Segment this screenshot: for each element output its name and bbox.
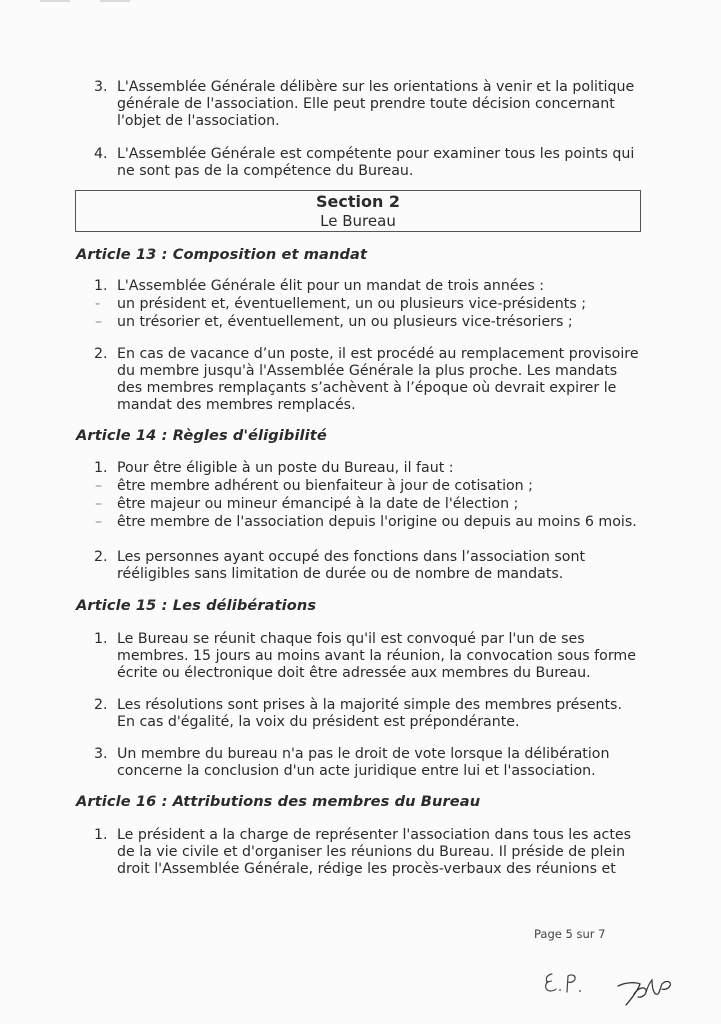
item-number: 3. xyxy=(94,746,108,762)
article-13-heading: Article 13 : Composition et mandat xyxy=(76,246,368,263)
item-line: écrite ou électronique doit être adressée aux membres du Bureau. xyxy=(117,665,591,681)
article-15-heading: Article 15 : Les délibérations xyxy=(76,597,317,614)
dash-bullet: – xyxy=(95,314,103,330)
item-line: L'Assemblée Générale élit pour un mandat de trois années : xyxy=(117,278,545,294)
dash-bullet: - xyxy=(95,296,101,312)
item-number: 2. xyxy=(94,697,108,713)
item-number: 1. xyxy=(94,278,108,294)
item-line: être membre de l'association depuis l'origine ou depuis au moins 6 mois. xyxy=(117,514,637,530)
item-line: être membre adhérent ou bienfaiteur à jour de cotisation ; xyxy=(117,478,533,494)
article-16-heading: Article 16 : Attributions des membres du Bureau xyxy=(76,793,481,810)
item-line: L'Assemblée Générale est compétente pour examiner tous les points qui xyxy=(117,146,635,162)
item-number: 3. xyxy=(94,79,108,95)
item-line: Les résolutions sont prises à la majorité simple des membres présents. xyxy=(117,697,622,713)
item-line: générale de l'association. Elle peut prendre toute décision concernant xyxy=(117,96,615,112)
item-line: ne sont pas de la compétence du Bureau. xyxy=(117,163,414,179)
item-line: En cas de vacance d’un poste, il est procédé au remplacement provisoire xyxy=(117,346,639,362)
dash-bullet: – xyxy=(95,478,103,494)
item-number: 1. xyxy=(94,631,108,647)
article-14-heading: Article 14 : Règles d'éligibilité xyxy=(76,427,327,444)
item-number: 1. xyxy=(94,460,108,476)
item-line: concerne la conclusion d'un acte juridique entre lui et l'association. xyxy=(117,763,596,779)
section-title: Section 2 xyxy=(315,192,401,211)
item-line: être majeur ou mineur émancipé à la date de l'élection ; xyxy=(117,496,519,512)
section-header-box xyxy=(75,190,641,232)
item-line: des membres remplaçants s’achèvent à l’époque où devrait expirer le xyxy=(117,380,617,396)
item-line: de la vie civile et d'organiser les réunions du Bureau. Il préside de plein xyxy=(117,844,626,860)
item-line: un président et, éventuellement, un ou plusieurs vice-présidents ; xyxy=(117,296,587,312)
dash-bullet: – xyxy=(95,514,103,530)
item-line: mandat des membres remplacés. xyxy=(117,397,356,413)
page-number: Page 5 sur 7 xyxy=(534,927,606,941)
item-line: rééligibles sans limitation de durée ou de nombre de mandats. xyxy=(117,566,564,582)
item-number: 2. xyxy=(94,346,108,362)
handwritten-initials-ep xyxy=(540,968,590,998)
dash-bullet: – xyxy=(95,496,103,512)
item-line: droit l'Assemblée Générale, rédige les procès-verbaux des réunions et xyxy=(117,861,616,877)
item-line: l'objet de l'association. xyxy=(117,113,280,129)
item-line: Un membre du bureau n'a pas le droit de vote lorsque la délibération xyxy=(117,746,610,762)
item-line: Les personnes ayant occupé des fonctions dans l’association sont xyxy=(117,549,586,565)
item-line: Le président a la charge de représenter l'association dans tous les actes xyxy=(117,827,632,843)
item-line: En cas d'égalité, la voix du président est prépondérante. xyxy=(117,714,520,730)
item-line: du membre jusqu'à l'Assemblée Générale la plus proche. Les mandats xyxy=(117,363,618,379)
item-line: membres. 15 jours au moins avant la réunion, la convocation sous forme xyxy=(117,648,636,664)
section-subtitle: Le Bureau xyxy=(320,212,396,230)
item-line: Le Bureau se réunit chaque fois qu'il est convoqué par l'un de ses xyxy=(117,631,585,647)
item-number: 2. xyxy=(94,549,108,565)
item-line: un trésorier et, éventuellement, un ou plusieurs vice-trésoriers ; xyxy=(117,314,573,330)
item-line: Pour être éligible à un poste du Bureau, il faut : xyxy=(117,460,454,476)
handwritten-signature xyxy=(612,972,682,1012)
item-number: 4. xyxy=(94,146,108,162)
item-number: 1. xyxy=(94,827,108,843)
item-line: L'Assemblée Générale délibère sur les orientations à venir et la politique xyxy=(117,79,635,95)
scan-edge-mark xyxy=(40,0,130,3)
